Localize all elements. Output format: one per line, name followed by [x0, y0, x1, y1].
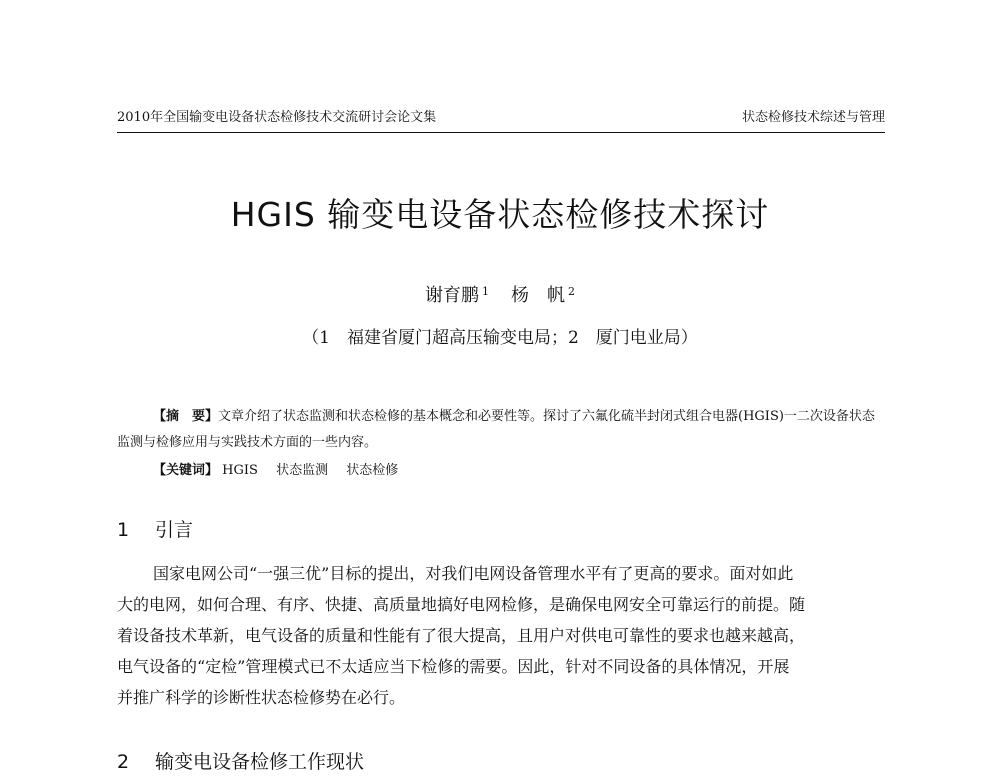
header-section-name: 状态检修技术综述与管理 [741, 110, 885, 125]
keyword: 状态检修 [346, 463, 399, 478]
paragraph-line: 着设备技术革新，电气设备的质量和性能有了很大提高，且用户对供电可靠性的要求也越来越高， [117, 626, 806, 645]
paragraph-line: 大的电网，如何合理、有序、快捷、高质量地搞好电网检修，是确保电网安全可靠运行的前提。随 [117, 595, 806, 614]
paragraph-line: 电气设备的“定检”管理模式已不太适应当下检修的需要。因此，针对不同设备的具体情况，开展 [117, 657, 790, 676]
section-paragraph [117, 558, 887, 713]
affiliations: （1 福建省厦门超高压输变电局；2 厦门电业局） [302, 328, 698, 348]
keyword: 状态监测 [276, 463, 329, 478]
keywords-label: 【关键词】 [153, 463, 219, 478]
keywords [153, 458, 412, 484]
paper-title: HGIS 输变电设备状态检修技术探讨 [230, 195, 770, 234]
abstract-text: 文章介绍了状态监测和状态检修的基本概念和必要性等。探讨了六氟化硫半封闭式组合电器(HGIS)一二次设备状态监测与检修应用与实践技术方面的一些内容。 [117, 409, 875, 450]
author-name: 谢育鹏 [425, 285, 479, 306]
section-number: 2 [117, 751, 130, 773]
paragraph-line: 国家电网公司“一强三优”目标的提出，对我们电网设备管理水平有了更高的要求。面对如此 [153, 564, 794, 583]
author [425, 282, 489, 310]
section-heading [117, 516, 193, 544]
author-affiliation-mark: 1 [482, 285, 489, 298]
section-number: 1 [117, 519, 130, 541]
running-header [117, 104, 885, 133]
section-title: 输变电设备检修工作现状 [155, 751, 365, 773]
author-affiliation-mark: 2 [568, 285, 575, 298]
section-heading [117, 748, 364, 776]
header-proceedings-title: 2010年全国输变电设备状态检修技术交流研讨会论文集 [117, 110, 437, 125]
paragraph-line: 并推广科学的诊断性状态检修势在必行。 [117, 688, 406, 707]
abstract [117, 404, 887, 456]
author-name: 杨 帆 [511, 285, 565, 306]
abstract-label: 【摘 要】 [153, 409, 219, 424]
author [511, 282, 575, 310]
section-title: 引言 [155, 519, 194, 541]
keyword: HGIS [222, 463, 258, 478]
author-list [0, 282, 1000, 310]
